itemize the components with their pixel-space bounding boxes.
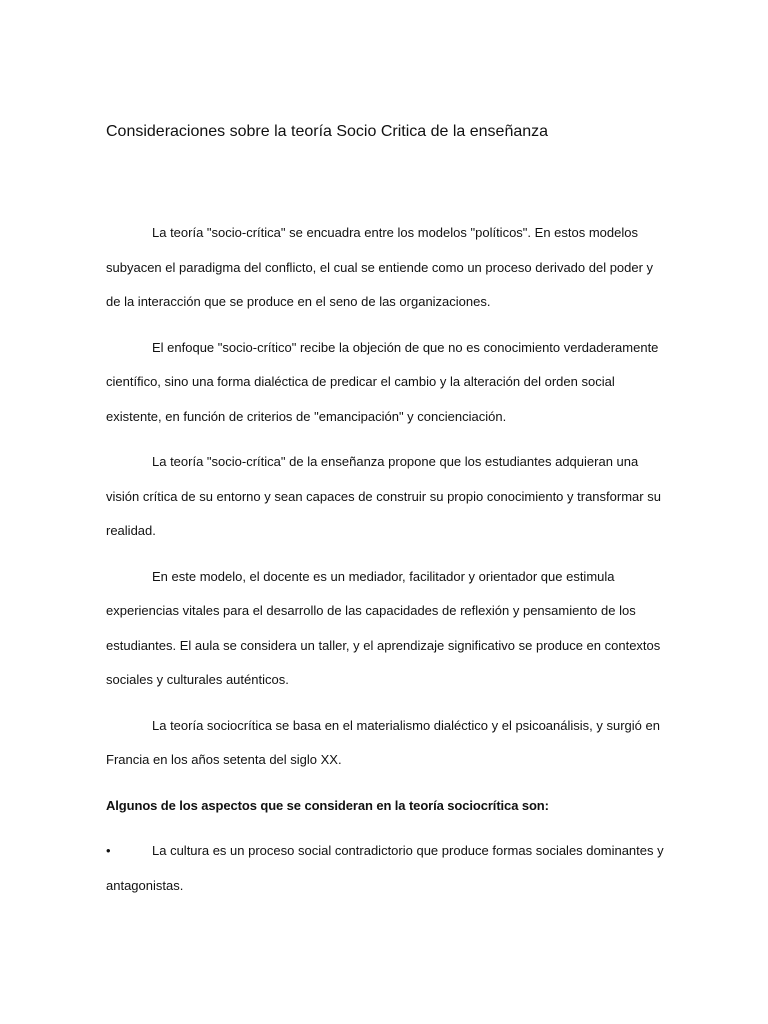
paragraph-4: En este modelo, el docente es un mediador, facilitador y orientador que estimula experiencias vitales para el desarrollo de las capacidades de reflexión y pensamiento de los estudiantes. El aula se considera un taller, y el aprendizaje significativo se produce en contextos sociales y culturales auténticos. — [106, 568, 661, 687]
list-item — [106, 834, 666, 903]
paragraph-1: La teoría "socio-crítica" se encuadra entre los modelos "políticos". En estos modelos subyacen el paradigma del conflicto, el cual se entiende como un proceso derivado del poder y de la interacción que se produce en el seno de las organizaciones. — [106, 225, 654, 309]
document-title: Consideraciones sobre la teoría Socio Critica de la enseñanza — [106, 123, 549, 140]
list-item-text: La cultura es un proceso social contradictorio que produce formas sociales dominantes y antagonistas. — [106, 843, 664, 893]
list-heading: Algunos de los aspectos que se consideran en la teoría sociocrítica son: — [106, 797, 549, 813]
paragraph-3: La teoría "socio-crítica" de la enseñanza propone que los estudiantes adquieran una visión crítica de su entorno y sean capaces de construir su propio conocimiento y transformar su realidad. — [106, 454, 661, 538]
paragraph-5: La teoría sociocrítica se basa en el materialismo dialéctico y el psicoanálisis, y surgió en Francia en los años setenta del siglo XX. — [106, 717, 660, 767]
bullet-icon: • — [106, 843, 111, 858]
document-body — [106, 216, 666, 903]
paragraph-2: El enfoque "socio-crítico" recibe la objeción de que no es conocimiento verdaderamente científico, sino una forma dialéctica de predicar el cambio y la alteración del orden social existente, en función de criterios de "emancipación" y concienciación. — [106, 339, 659, 424]
